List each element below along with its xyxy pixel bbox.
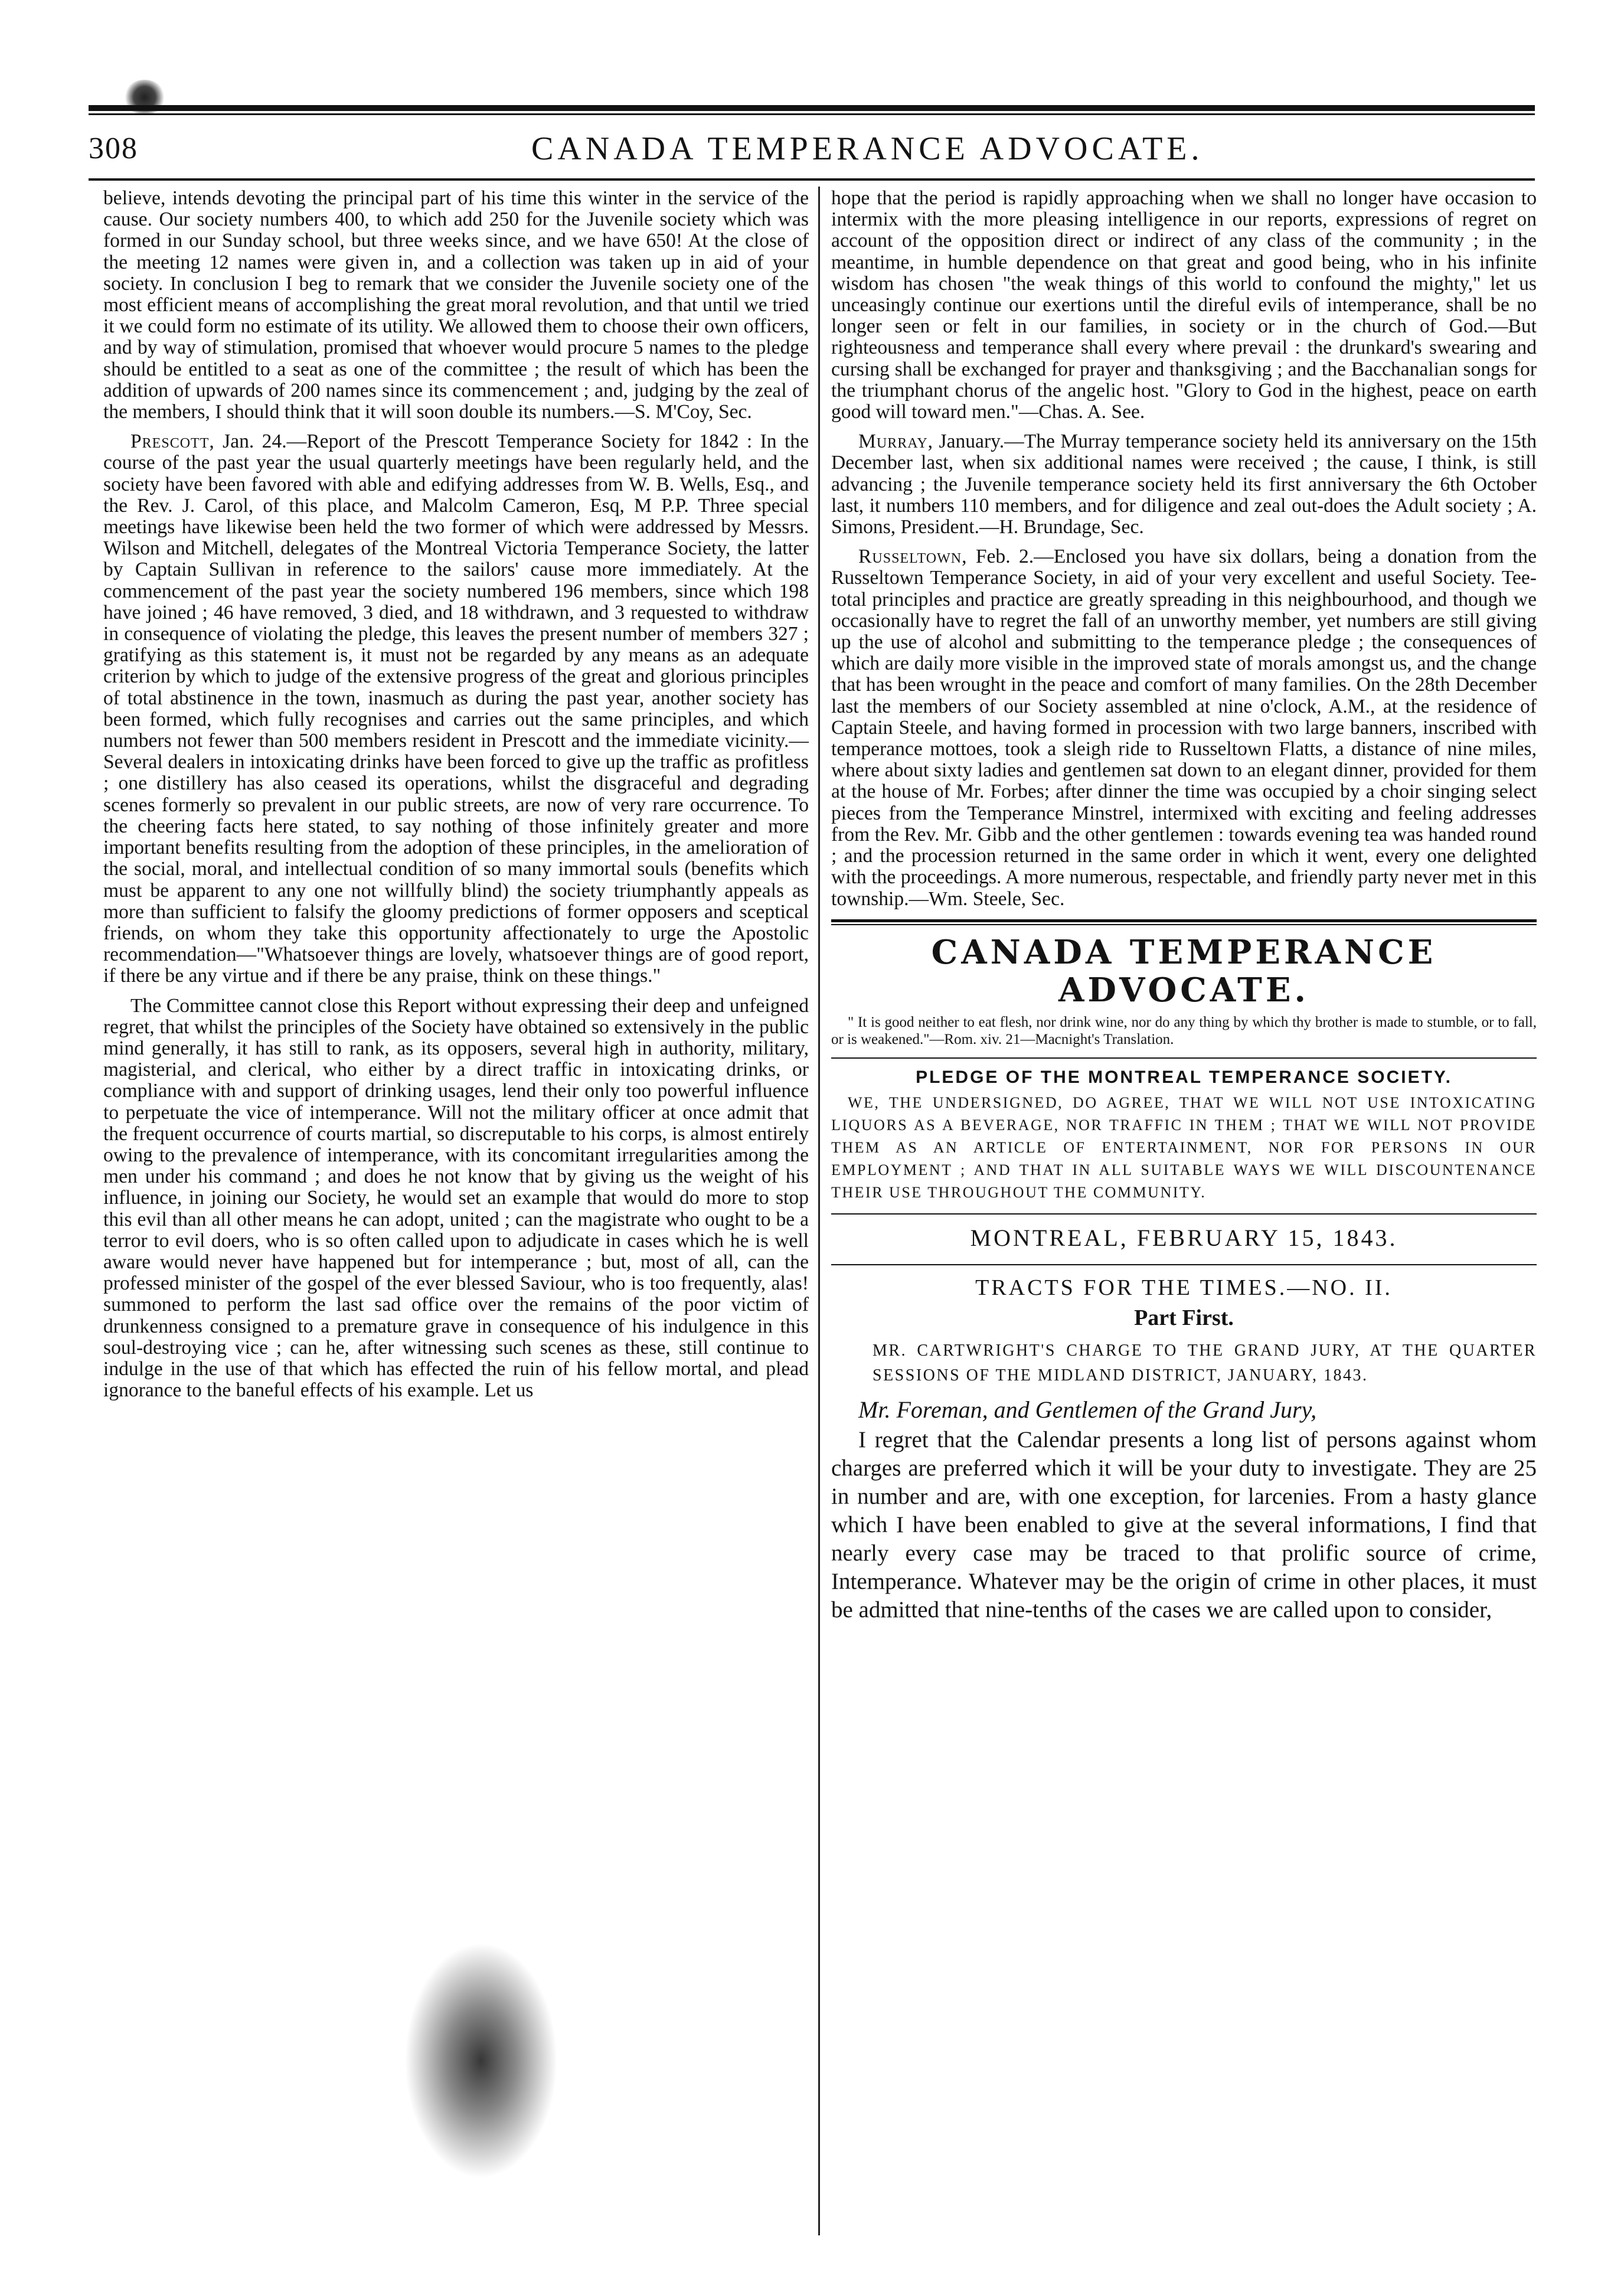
pledge-rule	[831, 1213, 1537, 1215]
prescott-report-text: Jan. 24.—Report of the Prescott Temperance Society for 1842 : In the course of the past year the usual quarterly meetings have been regularly held, and the society have been favored with able and edifying addresses from W. B. Wells, Esq., and the Rev. J. Carol, of this place, and Malcolm Cameron, Esq, M P.P. Three special meetings have likewise been held the two former of which were addressed by Messrs. Wilson and Mitchell, delegates of the Montreal Victoria Temperance Society, the latter by Captain Sullivan in reference to the sailors' cause more immediately. At the commencement of the past year the society numbered 196 members, since which 198 have joined ; 46 have removed, 3 died, and 18 withdrawn, and 3 requested to withdraw in consequence of violating the pledge, this leaves the present number of members 327 ; gratifying as this statement is, it must not be regarded by any means as an adequate criterion by which to judge of the extensive progress of the great and glorious principles of total abstinence in the town, inasmuch as during the past year, another society has been formed, which fully recognises and carries out the same principles, and which numbers not fewer than 500 members resident in Prescott and the immediate vicinity.—Several dealers in intoxicating drinks have been forced to give up the traffic as profitless ; one distillery has also ceased its operations, whilst the disgraceful and degrading scenes formerly so prevalent in our public streets, are now of very rare occurrence. To the cheering facts here stated, to say nothing of those infinitely greater and more important benefits resulting from the adoption of these principles, in the amelioration of the social, moral, and intellectual condition of so many immortal souls (benefits which must be apparent to any one not willfully blind) the society triumphantly appeals as more than sufficient to falsify the gloomy predictions of former opposers and sceptical friends, on whom they take this opportunity affectionately to urge the Apostolic recommendation—"Whatsoever things are lovely, whatsoever things are of good report, if there be any virtue and if there be any praise, think on these things."	[103, 430, 809, 987]
column-divider	[818, 187, 820, 2235]
place-russeltown: Russeltown,	[858, 546, 968, 568]
running-head: CANADA TEMPERANCE ADVOCATE.	[531, 130, 1204, 167]
russeltown-report-text: Feb. 2.—Enclosed you have six dollars, being a donation from the Russeltown Temperance Society, in aid of your very excellent and useful Society. Tee-total principles and practice are greatly spreading in this neighbourhood, and though we occasionally have to regret the fall of an unworthy member, yet numbers are still giving up the use of alcohol and submitting to the temperance pledge ; the consequences of which are daily more visible in the improved state of morals amongst us, and the change that has been wrought in the peace and comfort of many families. On the 28th December last the members of our Society assembled at nine o'clock, A.M., at the residence of Captain Steele, and having formed in procession with two large banners, inscribed with temperance mottoes, took a sleigh ride to Russeltown Flatts, a distance of nine miles, where about sixty ladies and gentlemen sat down to an elegant dinner, provided for them at the house of Mr. Forbes; after dinner the time was occupied by a choir singing select pieces from the Temperance Minstrel, intermixed with exciting and feeling addresses from the Rev. Mr. Gibb and the other gentlemen : towards evening tea was handed round ; and the procession returned in the same order in which it went, every one delighted with the proceedings. A more numerous, respectable, and friendly party never met in this township.—Wm. Steele, Sec.	[831, 546, 1537, 910]
right-column	[831, 188, 1537, 1624]
top-rule	[89, 105, 1535, 111]
top-rule-thin	[89, 113, 1535, 115]
left-column	[103, 188, 809, 1401]
charge-title: MR. CARTWRIGHT'S CHARGE TO THE GRAND JURY, AT THE QUARTER SESSIONS OF THE MIDLAND DISTRICT, JANUARY, 1843.	[873, 1341, 1537, 1385]
left-paragraph-1: believe, intends devoting the principal part of his time this winter in the service of the cause. Our society numbers 400, to which add 250 for the Juvenile society which was formed in our Sunday school, but three weeks since, and we have 650! At the close of the meeting 12 names were given in, and a collection was taken up in aid of your society. In conclusion I beg to remark that we consider the Juvenile society one of the most efficient means of accomplishing the great moral revolution, and that until we tried it we could form no estimate of its utility. We allowed them to choose their own officers, and by way of stimulation, promised that whoever would procure 5 names to the pledge should be entitled to a seat as one of the committee ; the result of which has been the addition of upwards of 200 names since its commencement ; and, judging by the zeal of the members, I should think that it will soon double its numbers.—S. M'Coy, Sec.	[103, 187, 809, 423]
committee-paragraph: The Committee cannot close this Report without expressing their deep and unfeigned regret, that whilst the principles of the Society have obtained so extensively in the public mind generally, it has still to rank, as its opposers, several high in authority, military, magisterial, and clerical, who either by a direct traffic in intoxicating drinks, or compliance with and support of drinking usages, lend their only too powerful influence to perpetuate the vice of intemperance. Will not the military officer at once admit that the frequent occurrence of courts martial, so discreputable to his corps, is almost entirely owing to the prevalence of intemperance, with its concomitant irregularities among the men under his command ; and does he not know that by giving us the weight of his influence, in joining our Society, he would set an example that would do more to stop this evil than all other means he can adopt, united ; can the magistrate who ought to be a terror to evil doers, who is so often called upon to adjudicate in cases which he is well aware would never have happened but for intemperance ; but, most of all, can the professed minister of the gospel of the ever blessed Saviour, who is too frequently, alas! summoned to perform the last sad office over the remains of the poor victim of drunkenness consigned to a premature grave in consequence of his indulgence in this soul-destroying vice ; can he, after witnessing such scenes as these, still continue to indulge in the use of that which has effected the ruin of his fellow mortal, and plead ignorance to the baneful effects of his example. Let us	[103, 994, 809, 1402]
place-murray: Murray,	[858, 430, 934, 453]
prescott-report	[103, 431, 809, 987]
ink-stain	[404, 1943, 558, 2179]
dateline-rule	[831, 1264, 1537, 1265]
place-prescott: Prescott,	[130, 430, 215, 453]
right-paragraph-1: hope that the period is rapidly approaching when we shall no longer have occasion to intermix with the more pleasing intelligence in our reports, expressions of regret on account of the opposition direct or indirect of any class of the community ; in the meantime, in humble dependence on that great and good being, who in his infinite wisdom has chosen "the weak things of this world to confound the mighty," let us unceasingly continue our exertions until the direful evils of intemperance, shall be no longer seen or felt in our families, in society or in the church of God.—But righteousness and temperance shall every where prevail : the drunkard's swearing and cursing shall be exchanged for prayer and thanksgiving ; and the Bacchanalian songs for the triumphant chorus of the angelic host. "Glory to God in the highest, peace on earth good will toward men."—Chas. A. See.	[831, 187, 1537, 423]
pledge-title: PLEDGE OF THE MONTREAL TEMPERANCE SOCIETY.	[916, 1067, 1452, 1087]
masthead-rule	[831, 919, 1537, 922]
header-rule	[89, 178, 1535, 181]
masthead-rule-thin	[831, 924, 1537, 925]
murray-report-text: January.—The Murray temperance society held its anniversary on the 15th December last, when six additional names were received ; the cause, I think, is still advancing ; the Juvenile temperance society held its first anniversary the 6th October last, it numbers 110 members, and for diligence and zeal out-does the Adult society ; A. Simons, President.—H. Brundage, Sec.	[831, 430, 1537, 538]
part-title: Part First.	[1134, 1305, 1234, 1330]
masthead-title: CANADA TEMPERANCE ADVOCATE.	[931, 932, 1437, 1010]
murray-report	[831, 431, 1537, 538]
dateline: MONTREAL, FEBRUARY 15, 1843.	[970, 1224, 1398, 1251]
motto: " It is good neither to eat flesh, nor drink wine, nor do any thing by which thy brother is made to stumble, or to fall, or is weakened."—Rom. xiv. 21—Macnight's Translation.	[831, 1014, 1537, 1047]
page-number: 308	[89, 132, 138, 165]
motto-rule	[831, 1057, 1537, 1059]
pledge-text: WE, THE UNDERSIGNED, DO AGREE, THAT WE WILL NOT USE INTOXICATING LIQUORS AS A BEVERAGE, NOR TRAFFIC IN THEM ; THAT WE WILL NOT PROVIDE THEM AS AN ARTICLE OF ENTERTAINMENT, NOR FOR PERSONS IN OUR EMPLOYMENT ; AND THAT IN ALL SUITABLE WAYS WE WILL DISCOUNTENANCE THEIR USE THROUGHOUT THE COMMUNITY.	[831, 1093, 1537, 1201]
russeltown-report	[831, 546, 1537, 909]
charge-body: I regret that the Calendar presents a long list of persons against whom charges are preferred which it will be your duty to investigate. They are 25 in number and are, with one exception, for larcenies. From a hasty glance which I have been enabled to give at the several informations, I find that nearly every case may be traced to that prolific source of crime, Intemperance. Whatever may be the origin of crime in other places, it must be admitted that nine-tenths of the cases we are called upon to consider,	[831, 1426, 1537, 1623]
address-line: Mr. Foreman, and Gentlemen of the Grand Jury,	[858, 1396, 1317, 1423]
tract-title: TRACTS FOR THE TIMES.—NO. II.	[975, 1275, 1393, 1300]
